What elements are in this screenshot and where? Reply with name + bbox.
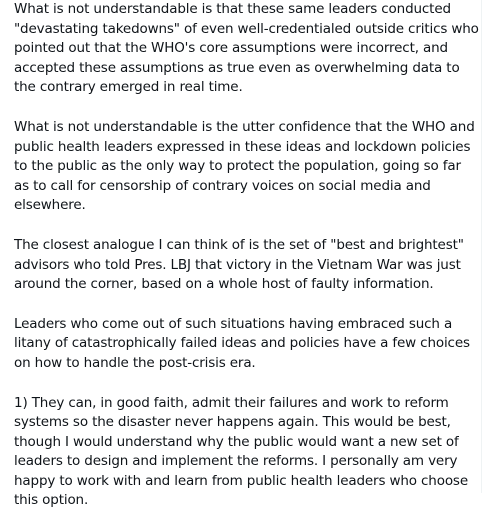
post-paragraph: What is not understandable is the utter confidence that the WHO and public health leaders expressed in these ideas and lockdown policies to the public as the only way to protect the population, going so far as to call for censorship of contrary voices on social media and elsewhere. — [14, 118, 480, 216]
post-paragraph: What is not understandable is that these same leaders conducted "devastating takedowns" of even well-credentialed outside critics who pointed out that the WHO's core assumptions were incorrect, and accepted these assumptions as true even as overwhelming data to the contrary emerged in real time. — [14, 0, 480, 98]
post-paragraph: 1) They can, in good faith, admit their failures and work to reform systems so the disaster never happens again. This would be best, though I would understand why the public would want a new set of leaders to design and implement the reforms. I personally am very happy to work with and learn from public health leaders who choose this option. — [14, 394, 480, 511]
column-divider — [481, 0, 482, 493]
post-paragraph: Leaders who come out of such situations having embraced such a litany of catastrophically failed ideas and policies have a few choices on how to handle the post-crisis era. — [14, 315, 480, 374]
post-paragraph: The closest analogue I can think of is the set of "best and brightest" advisors who told Pres. LBJ that victory in the Vietnam War was just around the corner, based on a whole host of faulty information. — [14, 236, 480, 295]
post-text — [14, 0, 480, 511]
